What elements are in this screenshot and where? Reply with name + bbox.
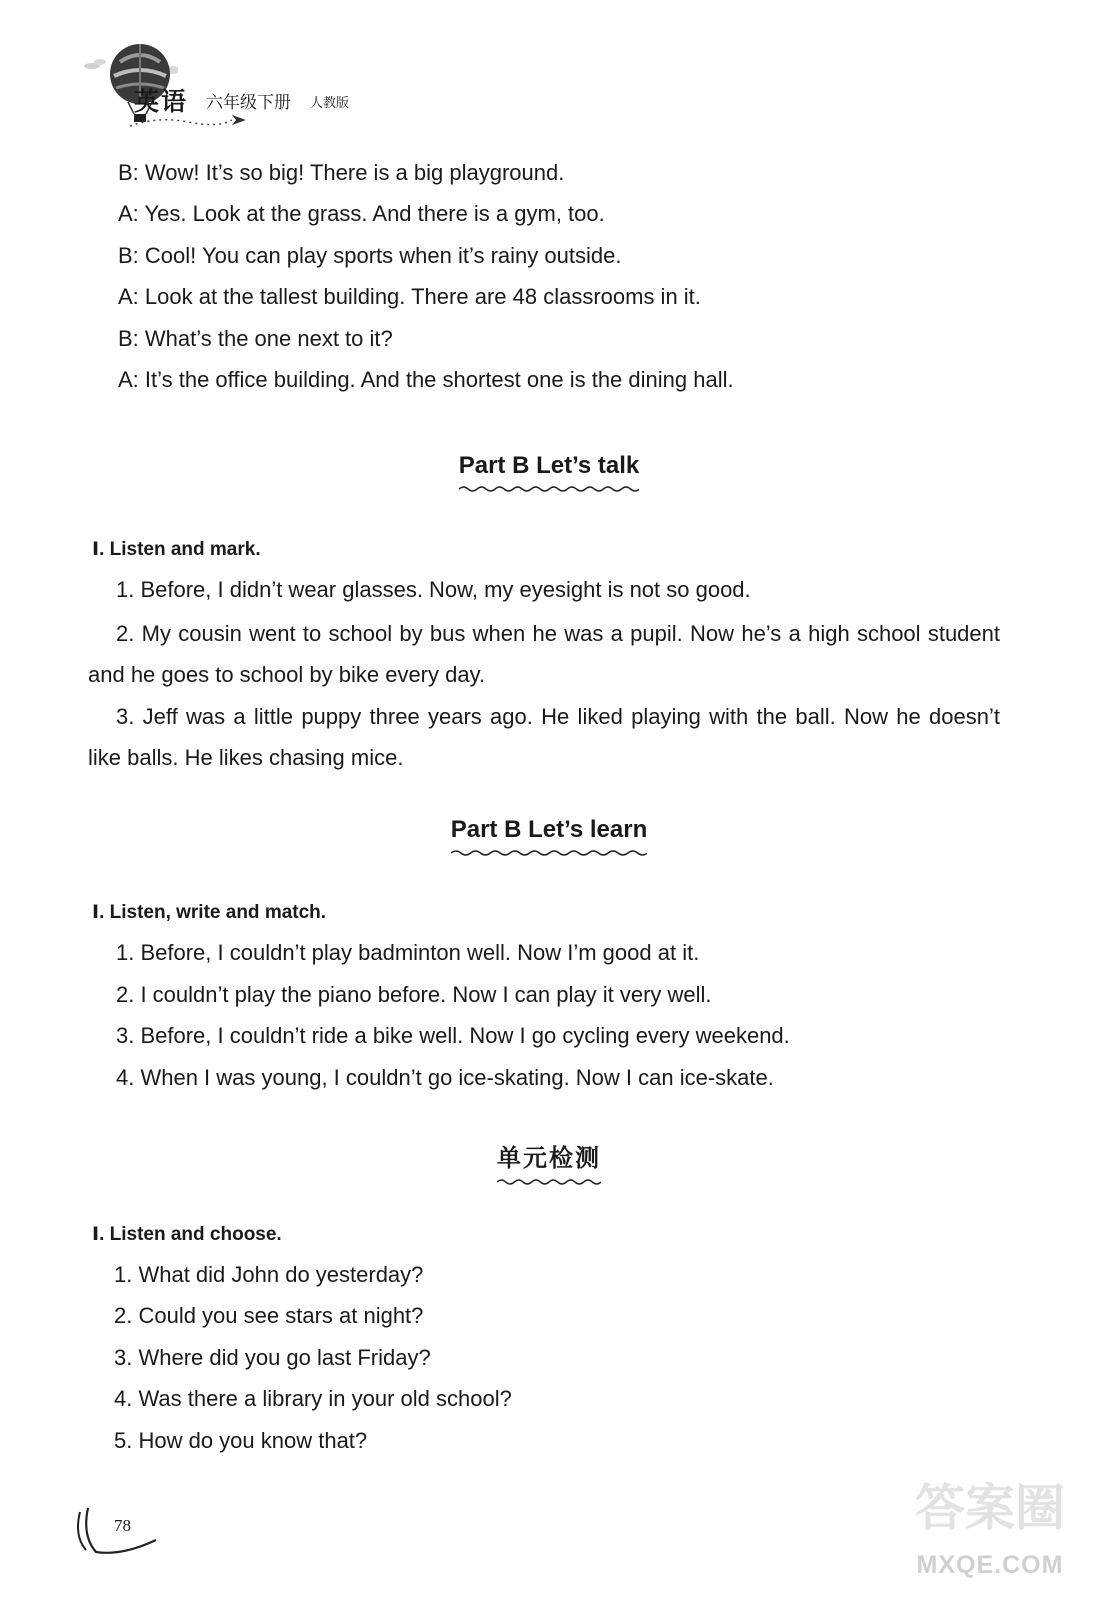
wavy-underline bbox=[497, 1177, 601, 1187]
page-header bbox=[48, 40, 388, 130]
exercise-item: 2. Could you see stars at night? bbox=[114, 1303, 424, 1328]
grade-label: 六年级下册 bbox=[206, 93, 291, 113]
exercise-item: 1. Before, I didn’t wear glasses. Now, my eyesight is not so good. bbox=[116, 577, 751, 602]
exercise-title: Ⅰ. Listen and choose. bbox=[92, 1224, 282, 1245]
subject-title: 英语 bbox=[134, 87, 189, 116]
section-heading bbox=[497, 1138, 601, 1183]
section-heading bbox=[451, 816, 648, 854]
edition-label: 人教版 bbox=[310, 96, 350, 111]
dialogue-line: A: Yes. Look at the grass. And there is a gym, too. bbox=[118, 201, 605, 226]
section-heading-text: Part B Let’s talk bbox=[458, 452, 640, 479]
watermark-cn: 答案圈 bbox=[915, 1479, 1065, 1537]
exercise-item: 2. My cousin went to school by bus when he was a pupil. Now he’s a high school student and he goes to school by bike every day. bbox=[88, 621, 1000, 687]
exercise-item: 4. Was there a library in your old school? bbox=[114, 1386, 512, 1411]
exercise-title: Ⅰ. Listen, write and match. bbox=[92, 902, 327, 923]
exercise-title: Ⅰ. Listen and mark. bbox=[92, 539, 261, 560]
exercise-item: 4. When I was young, I couldn’t go ice-skating. Now I can ice-skate. bbox=[116, 1065, 774, 1090]
section-heading-wrap bbox=[0, 452, 1098, 490]
exercise-item: 3. Before, I couldn’t ride a bike well. Now I go cycling every weekend. bbox=[116, 1023, 790, 1048]
exercise-item: 3. Where did you go last Friday? bbox=[114, 1345, 431, 1370]
exercise-item: 5. How do you know that? bbox=[114, 1428, 368, 1453]
dialogue-line: A: Look at the tallest building. There are 48 classrooms in it. bbox=[118, 284, 701, 309]
dialogue-line: B: Wow! It’s so big! There is a big playground. bbox=[118, 160, 565, 185]
section-heading-text: Part B Let’s learn bbox=[450, 816, 648, 843]
exercise-item: 3. Jeff was a little puppy three years ago. He liked playing with the ball. Now he doesn’t like balls. He likes chasing mice. bbox=[88, 704, 1000, 770]
dialogue-line: A: It’s the office building. And the shortest one is the dining hall. bbox=[118, 367, 734, 392]
section-heading bbox=[459, 452, 640, 490]
dotted-flight-path bbox=[128, 112, 248, 130]
page-number: 78 bbox=[114, 1516, 131, 1535]
watermark-logo bbox=[900, 1468, 1080, 1586]
dialogue-line: B: Cool! You can play sports when it’s rainy outside. bbox=[118, 243, 622, 268]
section-heading-wrap bbox=[0, 1138, 1098, 1183]
exercise-item: 1. What did John do yesterday? bbox=[114, 1262, 424, 1287]
exercise-item: 1. Before, I couldn’t play badminton well. Now I’m good at it. bbox=[116, 940, 700, 965]
wavy-underline bbox=[451, 848, 648, 858]
watermark-text: MXQE.COM bbox=[916, 1551, 1064, 1579]
wavy-underline bbox=[459, 484, 640, 494]
exercise-item: 2. I couldn’t play the piano before. Now I can play it very well. bbox=[116, 982, 712, 1007]
section-heading-wrap bbox=[0, 816, 1098, 854]
dialogue-line: B: What’s the one next to it? bbox=[118, 326, 393, 351]
section-heading-text: 单元检测 bbox=[497, 1144, 601, 1172]
page-footer bbox=[72, 1500, 182, 1560]
